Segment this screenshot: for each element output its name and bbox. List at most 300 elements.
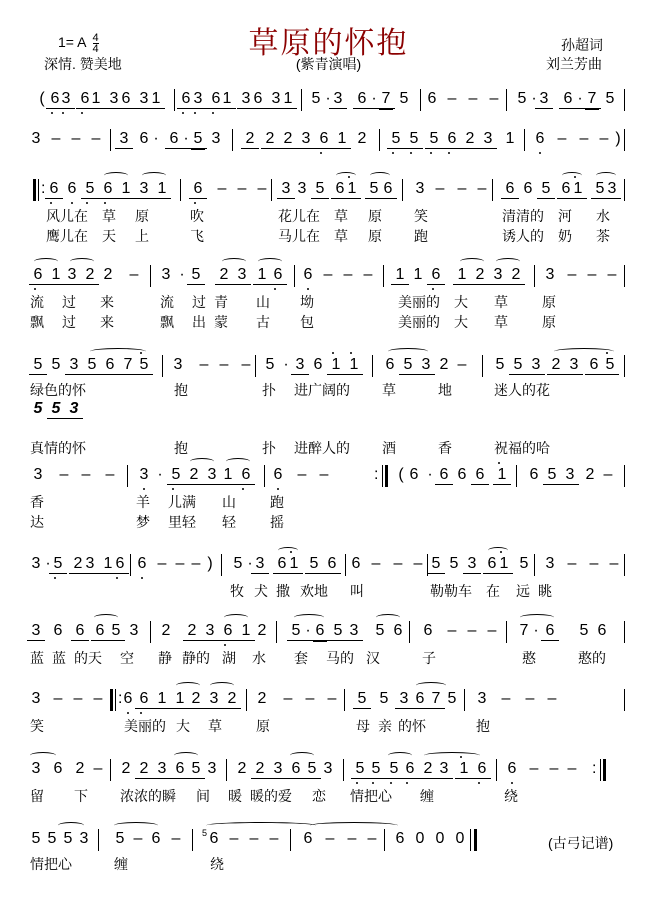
note: 5	[187, 760, 205, 779]
barline	[150, 265, 151, 287]
note: 3	[203, 466, 221, 485]
note: 5	[425, 130, 443, 149]
note: 6	[557, 180, 575, 199]
lyric-text: 美丽的	[398, 294, 440, 310]
lyric-text: 摇	[270, 514, 284, 530]
note: 6	[559, 90, 577, 109]
note: 1	[171, 690, 189, 709]
slur-tie	[226, 458, 250, 465]
note: 6	[189, 180, 207, 199]
note: 3	[417, 356, 435, 375]
note: 5	[189, 130, 207, 149]
barline	[290, 829, 291, 851]
lyric-text: 清清的	[502, 208, 544, 224]
note: 6	[313, 356, 323, 373]
lyric-text: 地	[438, 382, 452, 398]
note: 5	[49, 555, 67, 574]
lyric-text: 抱	[174, 382, 188, 398]
sustain-dash: –	[467, 622, 477, 639]
note: 6	[427, 266, 445, 285]
lyric-text: 大	[454, 294, 468, 310]
barline	[110, 129, 111, 151]
note: 2	[185, 466, 203, 485]
lyric-text: 撒	[276, 583, 290, 599]
lyric-text: 山	[222, 494, 236, 510]
barline	[516, 465, 517, 487]
slur-tie	[424, 752, 480, 759]
slur-tie	[554, 348, 614, 355]
note: 1	[117, 180, 135, 199]
slur-tie	[460, 258, 484, 265]
note: 5	[353, 690, 371, 709]
note: 5	[579, 622, 589, 639]
barline	[624, 265, 625, 287]
note: 5	[187, 266, 205, 285]
sustain-dash: –	[367, 830, 377, 847]
sustain-dash: –	[175, 555, 185, 572]
note: 6	[585, 356, 603, 375]
note: 1	[219, 466, 237, 485]
slur-tie	[520, 614, 554, 621]
lyric-text: 母	[356, 718, 370, 734]
lyric-text: 出	[192, 314, 206, 330]
note: 5	[449, 555, 459, 572]
note: 6	[29, 266, 47, 285]
note: 1	[495, 555, 513, 574]
note: 6	[597, 622, 607, 639]
augmentation-dot: ·	[45, 555, 51, 572]
note: 2	[121, 760, 131, 777]
barline	[192, 829, 193, 851]
note: 1	[87, 90, 105, 109]
open-paren: (	[39, 90, 45, 107]
note: 5	[107, 622, 125, 641]
note: 5	[537, 180, 555, 199]
note: 1	[413, 266, 423, 283]
sustain-dash: –	[191, 555, 201, 572]
sustain-dash: –	[599, 130, 609, 147]
sustain-dash: –	[525, 690, 535, 707]
lyric-text: 牧	[230, 583, 244, 599]
note: 2	[187, 690, 205, 709]
note: 3	[139, 466, 149, 483]
note: 6	[409, 466, 419, 483]
grace-note: 5	[202, 828, 208, 838]
sustain-dash: –	[93, 760, 103, 777]
sustain-dash: –	[393, 555, 403, 572]
lyric-text: 眺	[538, 583, 552, 599]
barline	[482, 355, 483, 377]
lyric-text: 留	[30, 788, 44, 804]
note: 6	[483, 555, 501, 574]
note: 6	[53, 622, 63, 639]
lyric-text: 勒勒车	[430, 583, 472, 599]
slur-tie	[224, 614, 248, 621]
barline	[409, 621, 410, 643]
slur-tie	[174, 752, 198, 759]
note: 2	[223, 690, 241, 709]
slur-tie	[496, 258, 520, 265]
note: 2	[257, 690, 267, 707]
sustain-dash: –	[529, 760, 539, 777]
note: 5	[447, 690, 457, 707]
barline	[255, 355, 256, 377]
note: 2	[135, 760, 153, 779]
barline	[496, 759, 497, 781]
lyric-text: 远	[516, 583, 530, 599]
lyric-text: 绿色的怀	[30, 382, 86, 398]
lyric-text: 扑	[262, 440, 276, 456]
lyric-text: 缠	[420, 788, 434, 804]
lyric-text: 上	[135, 228, 149, 244]
rest: 0	[435, 830, 445, 847]
note: 5	[399, 356, 417, 375]
note: 6	[535, 130, 545, 147]
note: 6	[457, 466, 467, 483]
note: 5	[367, 760, 385, 779]
note: 6	[139, 130, 149, 147]
note: 2	[75, 760, 85, 777]
augmentation-dot: ·	[531, 90, 537, 107]
note: 1	[147, 90, 165, 109]
note: 1	[285, 555, 303, 574]
note: 3	[237, 90, 255, 109]
sustain-dash: –	[547, 690, 557, 707]
lyric-text: 鹰儿在	[46, 228, 88, 244]
lyric-text: 原	[542, 294, 556, 310]
lyric-text: 笑	[30, 718, 44, 734]
note: 3	[81, 555, 99, 574]
barline	[624, 689, 625, 711]
lyric-text: 草	[382, 382, 396, 398]
repeat-dots: :	[41, 180, 46, 197]
repeat-dots: :	[118, 690, 123, 707]
note: 1	[153, 690, 171, 709]
lyric-text: 犬	[254, 583, 268, 599]
note: 6	[177, 90, 195, 109]
lyric-text: 轻	[222, 514, 236, 530]
lyric-text: 草	[334, 228, 348, 244]
note: 2	[161, 622, 171, 639]
note: 5	[509, 356, 527, 375]
lyric-text: 憨	[522, 650, 536, 666]
lyric-text: 暖的爱	[250, 788, 292, 804]
sustain-dash: –	[435, 180, 445, 197]
augmentation-dot: ·	[299, 622, 317, 641]
sustain-dash: –	[589, 555, 599, 572]
note: 5	[47, 830, 57, 847]
slur-tie	[562, 172, 582, 179]
sustain-dash: –	[53, 690, 63, 707]
barline	[174, 89, 175, 111]
slur-tie	[94, 614, 118, 621]
note: 3	[603, 180, 621, 199]
note: 3	[267, 90, 285, 109]
note: 3	[435, 760, 453, 779]
note: 6	[443, 130, 461, 149]
slur-tie	[336, 172, 356, 179]
barline	[294, 265, 295, 287]
notation-credit: (古弓记谱)	[548, 835, 614, 851]
note: 5	[387, 130, 405, 149]
sustain-dash: –	[157, 555, 167, 572]
sustain-dash: –	[269, 830, 279, 847]
note: 5	[519, 555, 529, 572]
lyric-text: 花儿在	[278, 208, 320, 224]
lyric-text: 套	[294, 650, 308, 666]
lyric-text: 欢地	[300, 583, 328, 599]
note: 5	[495, 356, 505, 373]
barline	[402, 179, 403, 201]
sustain-dash: –	[249, 830, 259, 847]
barline	[344, 689, 345, 711]
note: 3	[57, 90, 75, 109]
note: 6	[269, 266, 287, 285]
sustain-dash: –	[607, 266, 617, 283]
lyric-text: 情把心	[30, 856, 72, 872]
lyric-text: 笑	[414, 208, 428, 224]
barline	[301, 89, 302, 111]
slur-tie	[258, 258, 282, 265]
note: 3	[297, 130, 315, 149]
sustain-dash: –	[587, 266, 597, 283]
note: 3	[395, 690, 413, 709]
barline	[624, 89, 625, 111]
thick-barline	[385, 465, 388, 487]
note: 3	[207, 760, 217, 777]
slur-tie	[190, 458, 214, 465]
lyric-text: 来	[100, 294, 114, 310]
thin-barline	[115, 689, 116, 711]
note: 1	[333, 130, 351, 149]
lyric-text: 里轻	[168, 514, 196, 530]
note: 2	[69, 555, 87, 574]
slur-tie	[388, 752, 412, 759]
barline	[127, 465, 128, 487]
barline	[226, 759, 227, 781]
thin-barline	[600, 759, 601, 781]
note: 3	[173, 356, 183, 373]
note: 3	[527, 356, 545, 375]
barline	[383, 265, 384, 287]
note: 6	[423, 622, 433, 639]
lyric-text: 祝福的哈	[494, 440, 550, 456]
sustain-dash: –	[477, 180, 487, 197]
augmentation-dot: ·	[427, 466, 433, 483]
note: 3	[565, 356, 583, 375]
note: 3	[277, 180, 295, 199]
lyric-text: 缠	[114, 856, 128, 872]
note: 6	[331, 180, 349, 199]
note: 5	[303, 760, 321, 779]
note: 1	[345, 356, 363, 375]
lyric-text: 飞	[190, 228, 204, 244]
note: 5	[399, 90, 409, 107]
augmentation-dot: ·	[177, 130, 195, 149]
slur-tie	[142, 172, 166, 179]
sustain-dash: –	[489, 90, 499, 107]
note: 1	[99, 555, 117, 574]
lyric-text: 香	[30, 494, 44, 510]
note: 3	[323, 760, 333, 777]
note: 2	[215, 266, 233, 285]
note: 2	[279, 130, 297, 149]
note: 5	[63, 830, 73, 847]
note: 3	[31, 690, 41, 707]
lyric-text: 亲	[378, 718, 392, 734]
augmentation-dot: ·	[247, 555, 253, 572]
sustain-dash: –	[579, 130, 589, 147]
note: 3	[153, 760, 171, 779]
note: 3	[233, 266, 251, 285]
lyric-text: 儿满	[168, 494, 196, 510]
note: 1	[453, 266, 471, 285]
lyric-text: 吹	[190, 208, 204, 224]
lyric-text: 美丽的	[124, 718, 166, 734]
note: 6	[91, 622, 109, 641]
lyric-text: 跑	[414, 228, 428, 244]
lyric-text: 原	[368, 208, 382, 224]
thick-barline	[110, 689, 113, 711]
lyric-text: 间	[196, 788, 210, 804]
note: 6	[165, 130, 183, 149]
note: 3	[63, 266, 81, 285]
slur-tie	[114, 822, 158, 829]
sustain-dash: –	[447, 622, 457, 639]
barline	[470, 829, 471, 851]
sustain-dash: –	[371, 555, 381, 572]
note: 5	[351, 760, 369, 779]
slur-tie	[176, 682, 200, 689]
lyric-text: 羊	[136, 494, 150, 510]
slur-tie	[310, 822, 398, 829]
note: 6	[135, 690, 153, 709]
slur-tie	[206, 822, 316, 829]
thin-barline	[38, 179, 39, 201]
lyric-text: 绕	[504, 788, 518, 804]
slur-tie	[278, 547, 298, 554]
sustain-dash: –	[343, 266, 353, 283]
barline	[624, 621, 625, 643]
lyric-text: 山	[256, 294, 270, 310]
note: 6	[541, 622, 559, 641]
lyric-text: 暖	[228, 788, 242, 804]
lyric-text: 空	[120, 650, 134, 666]
note: 6	[529, 466, 539, 483]
note: 3	[477, 690, 487, 707]
note: 6	[353, 90, 371, 109]
note: 3	[189, 90, 207, 109]
lyric-text: 水	[252, 650, 266, 666]
sustain-dash: –	[219, 356, 229, 373]
note: 5	[31, 830, 41, 847]
note: 5	[543, 466, 561, 485]
note: 3	[27, 622, 45, 641]
sustain-dash: –	[603, 466, 613, 483]
note: 2	[461, 130, 479, 149]
slur-tie	[210, 682, 234, 689]
note: 3	[205, 690, 223, 709]
lyric-text: 草	[208, 718, 222, 734]
note: 7	[377, 90, 395, 109]
note: 3	[31, 760, 41, 777]
sustain-dash: –	[319, 466, 329, 483]
lyric-text: 酒	[382, 440, 396, 456]
sustain-dash: –	[347, 830, 357, 847]
augmentation-dot: ·	[283, 356, 289, 373]
note: 6	[273, 466, 283, 483]
sustain-dash: –	[283, 690, 293, 707]
expression-marking: 深情. 赞美地	[44, 56, 122, 72]
barline	[221, 554, 222, 576]
note: 1	[493, 466, 511, 485]
note: 1	[569, 180, 587, 199]
rest: 0	[455, 830, 465, 847]
note: 6	[137, 555, 147, 572]
slur-tie	[294, 614, 324, 621]
sustain-dash: –	[199, 356, 209, 373]
note: 6	[45, 180, 63, 199]
note: 6	[393, 622, 403, 639]
note: 6	[123, 690, 133, 707]
lyric-text: 蒙	[214, 314, 228, 330]
augmentation-dot: ·	[533, 622, 539, 639]
note: 3	[463, 555, 481, 574]
sustain-dash: –	[81, 466, 91, 483]
sustain-dash: –	[237, 180, 247, 197]
lyric-text: 美丽的	[398, 314, 440, 330]
note: 6	[315, 130, 333, 149]
sustain-dash: –	[457, 356, 467, 373]
note: 6	[411, 690, 429, 709]
sustain-dash: –	[457, 180, 467, 197]
sustain-dash: –	[567, 555, 577, 572]
note: 6	[151, 830, 161, 847]
note: 6	[76, 90, 94, 109]
sustain-dash: –	[105, 466, 115, 483]
note: 3	[161, 266, 171, 283]
augmentation-dot: ·	[157, 466, 163, 483]
note: 5	[265, 356, 275, 373]
note: 5	[233, 555, 243, 572]
slur-tie	[222, 258, 246, 265]
lyric-text: 真情的怀	[30, 440, 86, 456]
note: 3	[561, 466, 579, 485]
note: 3	[115, 130, 133, 149]
sustain-dash: –	[171, 830, 181, 847]
note: 3	[545, 555, 555, 572]
note: 7	[583, 90, 601, 109]
note: 2	[103, 266, 113, 283]
lyric-text: 原	[542, 314, 556, 330]
lyric-text: 天	[102, 228, 116, 244]
note: 2	[471, 266, 489, 285]
note: 5	[115, 830, 125, 847]
sustain-dash: –	[549, 760, 559, 777]
close-paren: )	[615, 130, 621, 147]
note: 5	[601, 356, 619, 375]
lyric-text: 流	[160, 294, 174, 310]
note: 6	[385, 356, 395, 373]
sustain-dash: –	[323, 266, 333, 283]
lyric-text: 静的	[182, 650, 210, 666]
note: 5	[405, 130, 423, 149]
note: 3	[135, 90, 153, 109]
slur-tie	[104, 172, 128, 179]
sustain-dash: –	[93, 690, 103, 707]
barline	[506, 621, 507, 643]
thin-barline	[382, 465, 383, 487]
